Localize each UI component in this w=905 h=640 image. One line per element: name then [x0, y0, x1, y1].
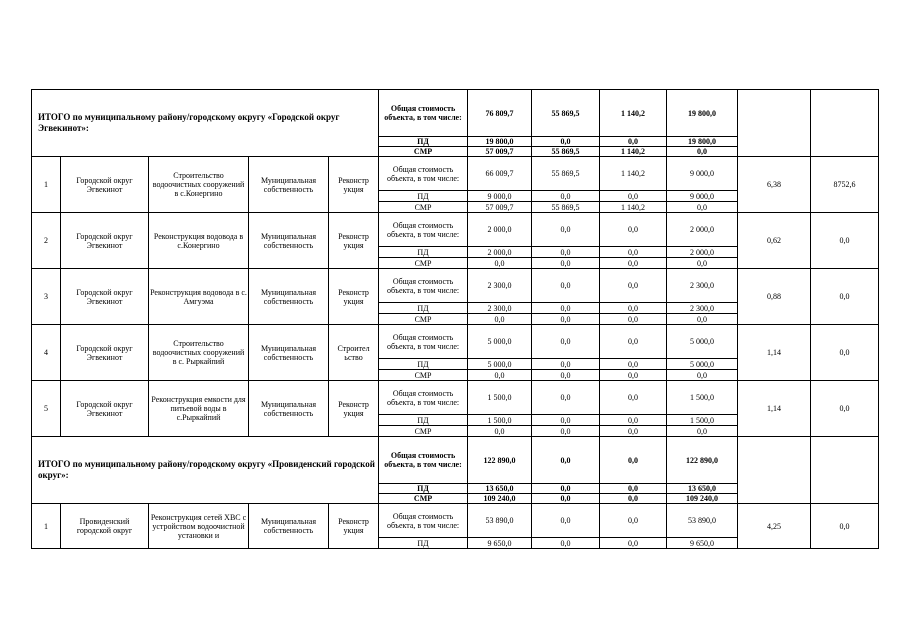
item-smr-value: 1 140,2 — [600, 202, 667, 213]
item-pd-value: 2 300,0 — [468, 303, 532, 314]
smr-value: 55 869,5 — [532, 147, 600, 157]
item-smr-value: 0,0 — [468, 426, 532, 437]
item-smr-value: 0,0 — [600, 258, 667, 269]
item-total-value: 1 500,0 — [667, 381, 738, 415]
item-district: Городской округ Эгвекинот — [61, 381, 149, 437]
item-indicator: 4,25 — [738, 504, 811, 549]
item-indicator-2: 0,0 — [811, 269, 879, 325]
item-smr-value: 0,0 — [468, 314, 532, 325]
item-total-value: 0,0 — [532, 381, 600, 415]
item-smr-value: 0,0 — [600, 426, 667, 437]
item-total-label: Общая стоимость объекта, в том числе: — [379, 213, 468, 247]
item-total-value: 0,0 — [532, 504, 600, 538]
item-object: Реконструкция сетей ХВС с устройством водоочистной установки и — [149, 504, 249, 549]
item-pd-value: 2 300,0 — [667, 303, 738, 314]
pd-label: ПД — [379, 137, 468, 147]
item-total-value: 0,0 — [532, 325, 600, 359]
item-pd-value: 1 500,0 — [667, 415, 738, 426]
smr-value: 1 140,2 — [600, 147, 667, 157]
item-object: Реконструкция водовода в с.Конергино — [149, 213, 249, 269]
item-total-value: 0,0 — [600, 504, 667, 538]
pd-label: ПД — [379, 484, 468, 494]
pd-value: 0,0 — [532, 137, 600, 147]
smr-label: СМР — [379, 494, 468, 504]
item-smr-value: 0,0 — [532, 370, 600, 381]
empty-cell — [738, 90, 811, 157]
item-total-row — [32, 325, 879, 359]
pd-label: ПД — [379, 191, 468, 202]
pd-value: 19 800,0 — [667, 137, 738, 147]
item-number: 5 — [32, 381, 61, 437]
pd-value: 19 800,0 — [468, 137, 532, 147]
pd-label: ПД — [379, 415, 468, 426]
item-object: Строительство водоочистных сооружений в с.Конергино — [149, 157, 249, 213]
smr-label: СМР — [379, 314, 468, 325]
item-total-row — [32, 213, 879, 247]
item-total-value: 2 300,0 — [468, 269, 532, 303]
item-total-value: 0,0 — [600, 213, 667, 247]
smr-value: 0,0 — [532, 494, 600, 504]
item-indicator-2: 0,0 — [811, 381, 879, 437]
group-total-row — [32, 90, 879, 137]
item-number: 4 — [32, 325, 61, 381]
item-smr-value: 0,0 — [667, 370, 738, 381]
smr-value: 0,0 — [600, 494, 667, 504]
item-total-label: Общая стоимость объекта, в том числе: — [379, 504, 468, 538]
item-smr-value: 57 009,7 — [468, 202, 532, 213]
item-ownership: Муниципальная собственность — [249, 381, 329, 437]
pd-value: 0,0 — [532, 484, 600, 494]
pd-label: ПД — [379, 247, 468, 258]
group-title: ИТОГО по муниципальному району/городскому округу «Городской округ Эгвекинот»: — [32, 90, 379, 157]
item-pd-value: 0,0 — [600, 538, 667, 549]
pd-label: ПД — [379, 359, 468, 370]
total-label: Общая стоимость объекта, в том числе: — [379, 437, 468, 484]
item-work-type: Реконстр укция — [329, 269, 379, 325]
item-number: 1 — [32, 157, 61, 213]
item-work-type: Строител ьство — [329, 325, 379, 381]
item-indicator-2: 0,0 — [811, 504, 879, 549]
item-total-row — [32, 269, 879, 303]
item-object: Строительство водоочистных сооружений в с. Рыркайпий — [149, 325, 249, 381]
item-pd-value: 5 000,0 — [468, 359, 532, 370]
item-total-value: 1 500,0 — [468, 381, 532, 415]
item-smr-value: 0,0 — [532, 314, 600, 325]
item-smr-value: 55 869,5 — [532, 202, 600, 213]
item-pd-value: 5 000,0 — [667, 359, 738, 370]
item-pd-value: 0,0 — [532, 247, 600, 258]
smr-label: СМР — [379, 370, 468, 381]
total-value: 55 869,5 — [532, 90, 600, 137]
item-total-value: 0,0 — [600, 269, 667, 303]
item-pd-value: 0,0 — [532, 415, 600, 426]
item-smr-value: 0,0 — [468, 370, 532, 381]
item-ownership: Муниципальная собственность — [249, 504, 329, 549]
item-total-row — [32, 381, 879, 415]
item-total-value: 53 890,0 — [667, 504, 738, 538]
smr-label: СМР — [379, 426, 468, 437]
pd-value: 13 650,0 — [667, 484, 738, 494]
item-pd-value: 0,0 — [532, 359, 600, 370]
item-total-value: 5 000,0 — [468, 325, 532, 359]
item-pd-value: 9 650,0 — [667, 538, 738, 549]
item-total-label: Общая стоимость объекта, в том числе: — [379, 325, 468, 359]
total-value: 122 890,0 — [468, 437, 532, 484]
item-district: Провиденский городской округ — [61, 504, 149, 549]
empty-cell — [811, 437, 879, 504]
item-total-value: 55 869,5 — [532, 157, 600, 191]
item-indicator: 0,62 — [738, 213, 811, 269]
pd-value: 0,0 — [600, 484, 667, 494]
item-total-value: 0,0 — [532, 213, 600, 247]
item-pd-value: 0,0 — [600, 415, 667, 426]
item-work-type: Реконстр укция — [329, 213, 379, 269]
smr-value: 0,0 — [667, 147, 738, 157]
total-value: 122 890,0 — [667, 437, 738, 484]
pd-label: ПД — [379, 303, 468, 314]
item-total-value: 2 000,0 — [468, 213, 532, 247]
investment-table — [31, 89, 879, 549]
item-total-value: 2 000,0 — [667, 213, 738, 247]
item-total-value: 1 140,2 — [600, 157, 667, 191]
item-number: 1 — [32, 504, 61, 549]
item-indicator: 1,14 — [738, 325, 811, 381]
smr-value: 109 240,0 — [667, 494, 738, 504]
item-pd-value: 0,0 — [600, 191, 667, 202]
smr-label: СМР — [379, 202, 468, 213]
smr-label: СМР — [379, 258, 468, 269]
item-smr-value: 0,0 — [468, 258, 532, 269]
item-smr-value: 0,0 — [667, 314, 738, 325]
empty-cell — [738, 437, 811, 504]
item-total-value: 0,0 — [532, 269, 600, 303]
item-work-type: Реконстр укция — [329, 381, 379, 437]
item-district: Городской округ Эгвекинот — [61, 157, 149, 213]
item-ownership: Муниципальная собственность — [249, 325, 329, 381]
item-ownership: Муниципальная собственность — [249, 213, 329, 269]
total-value: 0,0 — [600, 437, 667, 484]
total-value: 1 140,2 — [600, 90, 667, 137]
item-total-value: 53 890,0 — [468, 504, 532, 538]
item-pd-value: 0,0 — [532, 538, 600, 549]
group-total-row — [32, 437, 879, 484]
item-pd-value: 2 000,0 — [468, 247, 532, 258]
item-number: 3 — [32, 269, 61, 325]
item-total-label: Общая стоимость объекта, в том числе: — [379, 269, 468, 303]
pd-label: ПД — [379, 538, 468, 549]
item-object: Реконструкция водовода в с. Амгуэма — [149, 269, 249, 325]
item-smr-value: 0,0 — [600, 370, 667, 381]
item-pd-value: 0,0 — [600, 247, 667, 258]
item-smr-value: 0,0 — [667, 258, 738, 269]
item-district: Городской округ Эгвекинот — [61, 325, 149, 381]
item-total-row — [32, 504, 879, 538]
smr-value: 57 009,7 — [468, 147, 532, 157]
item-smr-value: 0,0 — [532, 258, 600, 269]
item-pd-value: 2 000,0 — [667, 247, 738, 258]
item-indicator: 0,88 — [738, 269, 811, 325]
item-total-value: 0,0 — [600, 325, 667, 359]
smr-value: 109 240,0 — [468, 494, 532, 504]
pd-value: 13 650,0 — [468, 484, 532, 494]
item-number: 2 — [32, 213, 61, 269]
item-total-label: Общая стоимость объекта, в том числе: — [379, 157, 468, 191]
item-object: Реконструкция емкости для питьевой воды в с.Рыркайпий — [149, 381, 249, 437]
item-total-label: Общая стоимость объекта, в том числе: — [379, 381, 468, 415]
item-pd-value: 0,0 — [532, 191, 600, 202]
item-smr-value: 0,0 — [532, 426, 600, 437]
total-value: 19 800,0 — [667, 90, 738, 137]
item-total-value: 2 300,0 — [667, 269, 738, 303]
item-pd-value: 1 500,0 — [468, 415, 532, 426]
item-ownership: Муниципальная собственность — [249, 269, 329, 325]
item-pd-value: 9 650,0 — [468, 538, 532, 549]
total-value: 0,0 — [532, 437, 600, 484]
item-smr-value: 0,0 — [667, 202, 738, 213]
empty-cell — [811, 90, 879, 157]
item-total-value: 5 000,0 — [667, 325, 738, 359]
item-total-value: 9 000,0 — [667, 157, 738, 191]
group-title: ИТОГО по муниципальному району/городскому округу «Провиденский городской округ»: — [32, 437, 379, 504]
item-district: Городской округ Эгвекинот — [61, 213, 149, 269]
item-pd-value: 0,0 — [600, 303, 667, 314]
smr-label: СМР — [379, 147, 468, 157]
item-indicator-2: 0,0 — [811, 213, 879, 269]
item-district: Городской округ Эгвекинот — [61, 269, 149, 325]
item-pd-value: 9 000,0 — [667, 191, 738, 202]
item-total-value: 0,0 — [600, 381, 667, 415]
item-pd-value: 0,0 — [532, 303, 600, 314]
item-total-value: 66 009,7 — [468, 157, 532, 191]
item-smr-value: 0,0 — [667, 426, 738, 437]
item-ownership: Муниципальная собственность — [249, 157, 329, 213]
item-indicator-2: 8752,6 — [811, 157, 879, 213]
item-pd-value: 9 000,0 — [468, 191, 532, 202]
item-work-type: Реконстр укция — [329, 504, 379, 549]
item-indicator: 1,14 — [738, 381, 811, 437]
pd-value: 0,0 — [600, 137, 667, 147]
item-pd-value: 0,0 — [600, 359, 667, 370]
item-smr-value: 0,0 — [600, 314, 667, 325]
item-total-row — [32, 157, 879, 191]
total-label: Общая стоимость объекта, в том числе: — [379, 90, 468, 137]
item-indicator-2: 0,0 — [811, 325, 879, 381]
item-work-type: Реконстр укция — [329, 157, 379, 213]
item-indicator: 6,38 — [738, 157, 811, 213]
total-value: 76 809,7 — [468, 90, 532, 137]
